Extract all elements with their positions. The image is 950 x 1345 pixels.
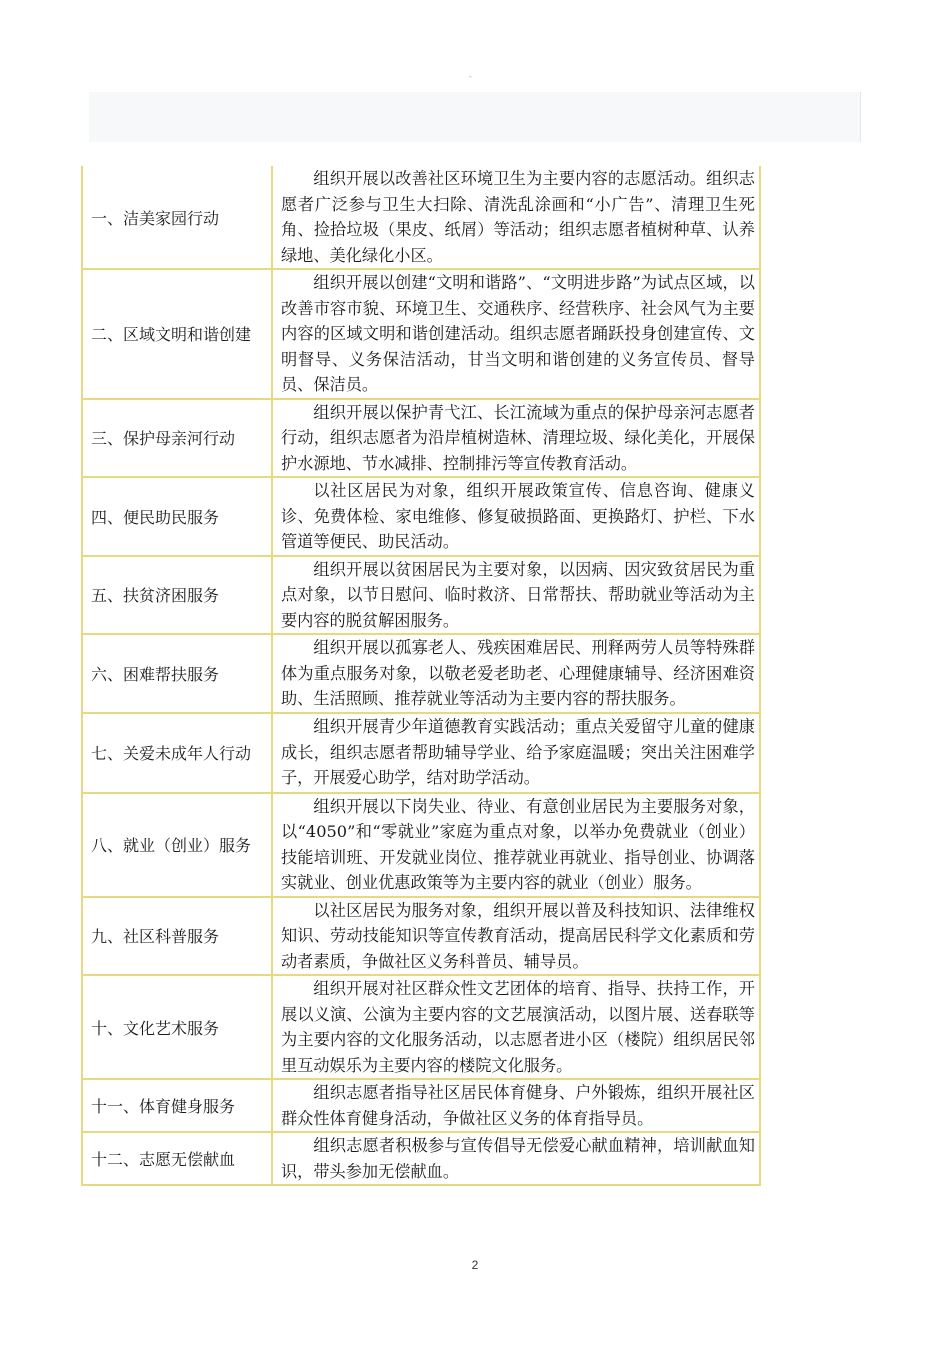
table-row [82,477,760,556]
top-mark: - [469,72,472,81]
description-cell: 组织志愿者指导社区居民体育健身、户外锻炼，组织开展社区群众性体育健身活动，争做社区义务的体育指导员。 [272,1079,760,1132]
category-cell: 八、就业（创业）服务 [82,793,272,897]
category-cell: 五、扶贫济困服务 [82,556,272,635]
description-cell: 组织开展以创建“文明和谐路”、“文明进步路”为试点区域，以改善市容市貌、环境卫生、交通秩序、经营秩序、社会风气为主要内容的区域文明和谐创建活动。组织志愿者踊跃投身创建宣传、文明督导、义务保洁活动，甘当文明和谐创建的义务宣传员、督导员、保洁员。 [272,269,760,399]
description-cell: 以社区居民为服务对象，组织开展以普及科技知识、法律维权知识、劳动技能知识等宣传教育活动，提高居民科学文化素质和劳动者素质，争做社区义务科普员、辅导员。 [272,897,760,976]
activities-table [81,166,761,1186]
category-cell: 三、保护母亲河行动 [82,399,272,478]
category-cell: 十一、体育健身服务 [82,1079,272,1132]
activities-table-body [82,166,760,1185]
table-row [82,1132,760,1185]
description-cell: 组织开展以改善社区环境卫生为主要内容的志愿活动。组织志愿者广泛参与卫生大扫除、清洗乱涂画和“小广告”、清理卫生死角、捡拾垃圾（果皮、纸屑）等活动；组织志愿者植树种草、认养绿地、美化绿化小区。 [272,166,760,269]
table-row [82,975,760,1079]
description-cell: 组织开展对社区群众性文艺团体的培育、指导、扶持工作，开展以义演、公演为主要内容的文艺展演活动，以图片展、送春联等为主要内容的文化服务活动，以志愿者进小区（楼院）组织居民邻里互动娱乐为主要内容的楼院文化服务。 [272,975,760,1079]
description-cell: 组织开展青少年道德教育实践活动；重点关爱留守儿童的健康成长，组织志愿者帮助辅导学业、给予家庭温暖；突出关注困难学子，开展爱心助学，结对助学活动。 [272,713,760,793]
table-row [82,166,760,269]
table-row [82,556,760,635]
activities-table-wrap [81,166,761,1186]
table-row [82,1079,760,1132]
table-row [82,897,760,976]
page-number: 2 [471,1258,479,1272]
table-row [82,634,760,713]
description-cell: 组织开展以贫困居民为主要对象，以因病、因灾致贫居民为重点对象，以节日慰问、临时救济、日常帮扶、帮助就业等活动为主要内容的脱贫解困服务。 [272,556,760,635]
description-cell: 以社区居民为对象，组织开展政策宣传、信息咨询、健康义诊、免费体检、家电维修、修复破损路面、更换路灯、护栏、下水管道等便民、助民活动。 [272,477,760,556]
table-row [82,713,760,793]
category-cell: 一、洁美家园行动 [82,166,272,269]
table-row [82,793,760,897]
description-cell: 组织开展以孤寡老人、残疾困难居民、刑释两劳人员等特殊群体为重点服务对象，以敬老爱老助老、心理健康辅导、经济困难资助、生活照顾、推荐就业等活动为主要内容的帮扶服务。 [272,634,760,713]
table-row [82,399,760,478]
category-cell: 二、区域文明和谐创建 [82,269,272,399]
category-cell: 七、关爱未成年人行动 [82,713,272,793]
description-cell: 组织开展以下岗失业、待业、有意创业居民为主要服务对象，以“4050”和“零就业”家庭为重点对象，以举办免费就业（创业）技能培训班、开发就业岗位、推荐就业再就业、指导创业、协调落实就业、创业优惠政策等为主要内容的就业（创业）服务。 [272,793,760,897]
category-cell: 四、便民助民服务 [82,477,272,556]
category-cell: 九、社区科普服务 [82,897,272,976]
category-cell: 十、文化艺术服务 [82,975,272,1079]
header-band [89,92,861,142]
category-cell: 十二、志愿无偿献血 [82,1132,272,1185]
description-cell: 组织志愿者积极参与宣传倡导无偿爱心献血精神，培训献血知识，带头参加无偿献血。 [272,1132,760,1185]
description-cell: 组织开展以保护青弋江、长江流域为重点的保护母亲河志愿者行动，组织志愿者为沿岸植树造林、清理垃圾、绿化美化，开展保护水源地、节水减排、控制排污等宣传教育活动。 [272,399,760,478]
table-row [82,269,760,399]
category-cell: 六、困难帮扶服务 [82,634,272,713]
